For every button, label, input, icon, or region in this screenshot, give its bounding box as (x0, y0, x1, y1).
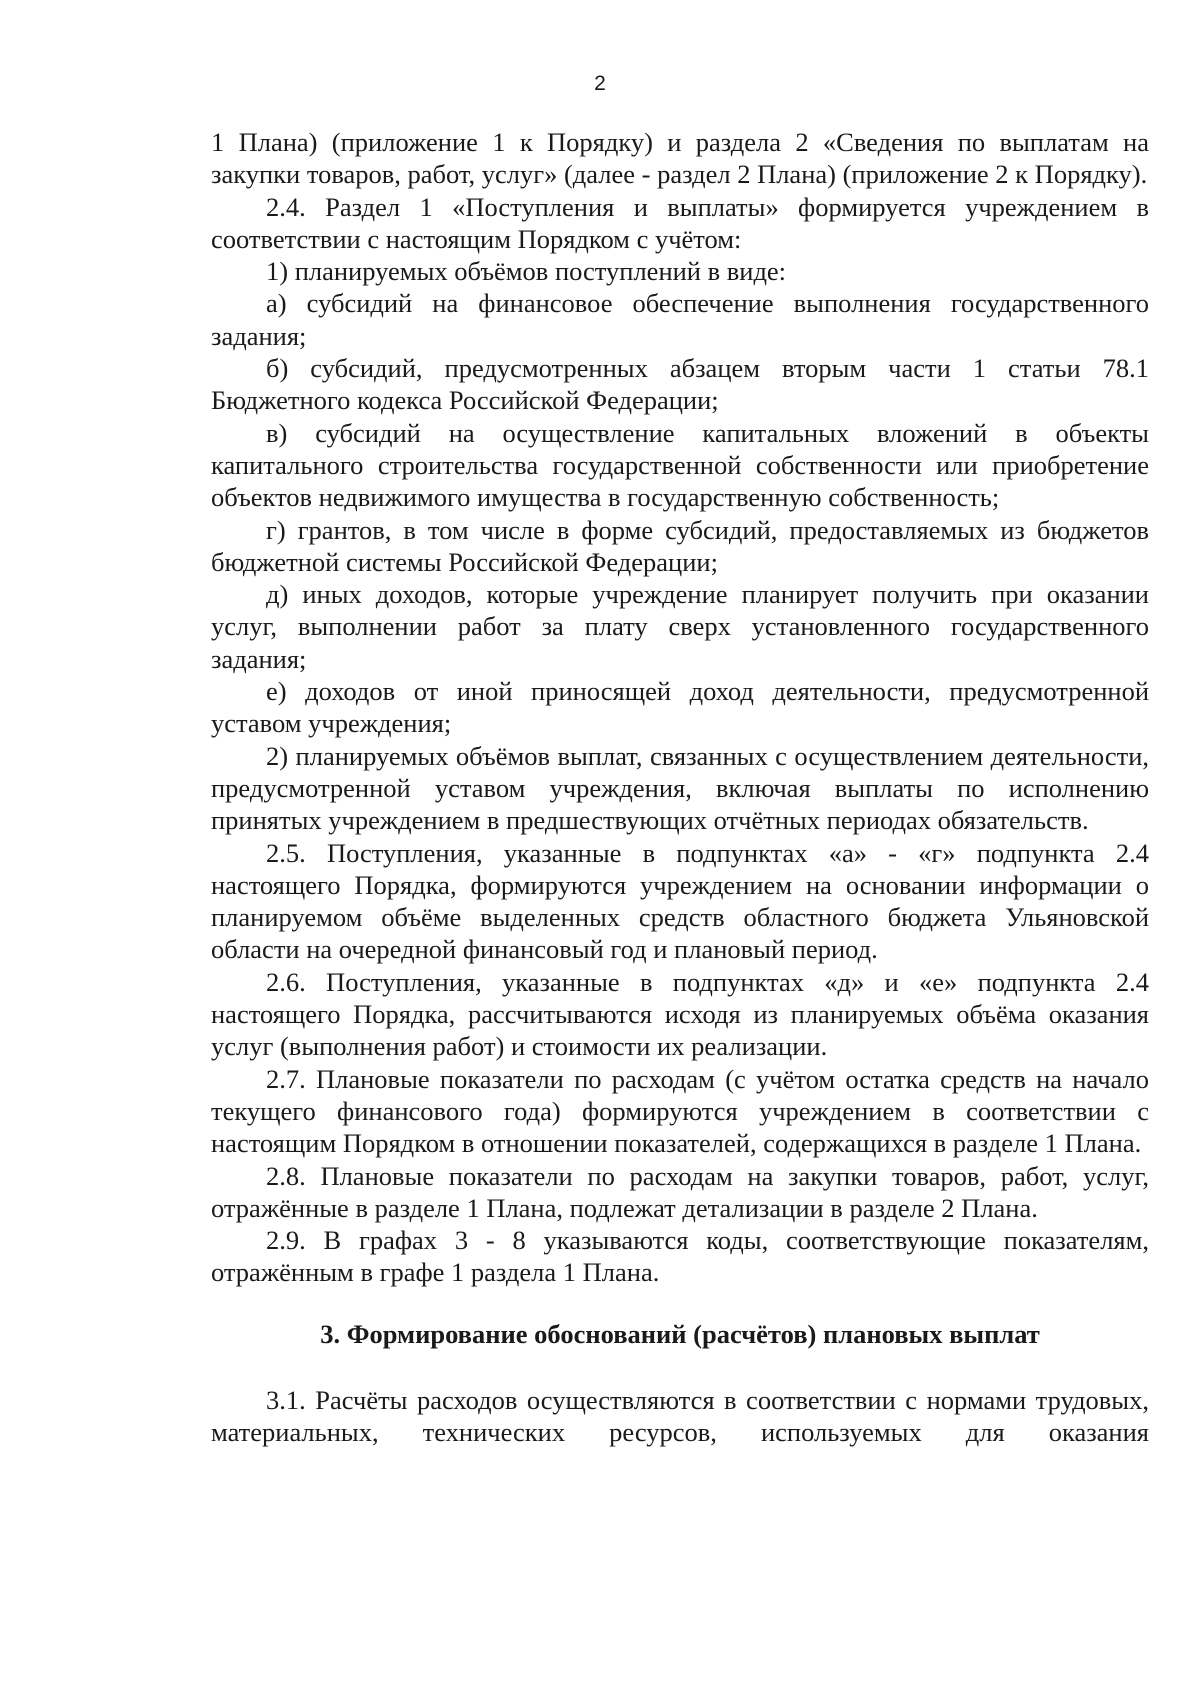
paragraph-2-8: 2.8. Плановые показатели по расходам на закупки товаров, работ, услуг, отражённые в разделе 1 Плана, подлежат детализации в разделе 2 Плана. (211, 1160, 1149, 1223)
paragraph-2-4: 2.4. Раздел 1 «Поступления и выплаты» формируется учреждением в соответствии с настоящим Порядком с учётом: (211, 191, 1149, 254)
paragraph-2-7: 2.7. Плановые показатели по расходам (с учётом остатка средств на начало текущего финансового года) формируются учреждением в соответствии с настоящим Порядком в отношении показателей, содержащихся в разделе 1 Плана. (211, 1063, 1149, 1159)
section-heading: 3. Формирование обоснований (расчётов) плановых выплат (320, 1318, 1040, 1349)
paragraph-item-a: а) субсидий на финансовое обеспечение выполнения государственного задания; (211, 288, 1149, 351)
paragraph-2-6: 2.6. Поступления, указанные в подпунктах «д» и «е» подпункта 2.4 настоящего Порядка, рассчитываются исходя из планируемых объёма оказания услуг (выполнения работ) и стоимости их реализации. (211, 966, 1149, 1062)
paragraph-2-5: 2.5. Поступления, указанные в подпунктах «а» - «г» подпункта 2.4 настоящего Порядка, формируются учреждением на основании информации о планируемом объёме выделенных средств областного бюджета Ульяновской области на очередной финансовый год и плановый период. (211, 837, 1149, 965)
paragraph-item-1: 1) планируемых объёмов поступлений в виде: (266, 256, 787, 287)
paragraph-3-1: 3.1. Расчёты расходов осуществляются в соответствии с нормами трудовых, материальных, технических ресурсов, используемых для оказания (211, 1384, 1149, 1447)
paragraph-item-g: г) грантов, в том числе в форме субсидий, предоставляемых из бюджетов бюджетной системы Российской Федерации; (211, 514, 1149, 577)
paragraph-item-2: 2) планируемых объёмов выплат, связанных с осуществлением деятельности, предусмотренной уставом учреждения, включая выплаты по исполнению принятых учреждением в предшествующих отчётных периодах обязательств. (211, 740, 1149, 836)
paragraph-item-d: д) иных доходов, которые учреждение планирует получить при оказании услуг, выполнении работ за плату сверх установленного государственного задания; (211, 579, 1149, 674)
paragraph-2-9: 2.9. В графах 3 - 8 указываются коды, соответствующие показателям, отражённым в графе 1 раздела 1 Плана. (211, 1225, 1149, 1288)
paragraph-item-e: е) доходов от иной приносящей доход деятельности, предусмотренной уставом учреждения; (211, 676, 1149, 739)
paragraph-continuation: 1 Плана) (приложение 1 к Порядку) и раздела 2 «Сведения по выплатам на закупки товаров, работ, услуг» (далее - раздел 2 Плана) (приложение 2 к Порядку). (211, 127, 1149, 190)
page-number: 2 (594, 72, 606, 95)
document-body (211, 126, 1149, 1448)
paragraph-item-b: б) субсидий, предусмотренных абзацем вторым части 1 статьи 78.1 Бюджетного кодекса Российской Федерации; (211, 353, 1149, 416)
paragraph-item-v: в) субсидий на осуществление капитальных вложений в объекты капитального строительства государственной собственности или приобретение объектов недвижимого имущества в государственную собственность; (211, 417, 1149, 513)
